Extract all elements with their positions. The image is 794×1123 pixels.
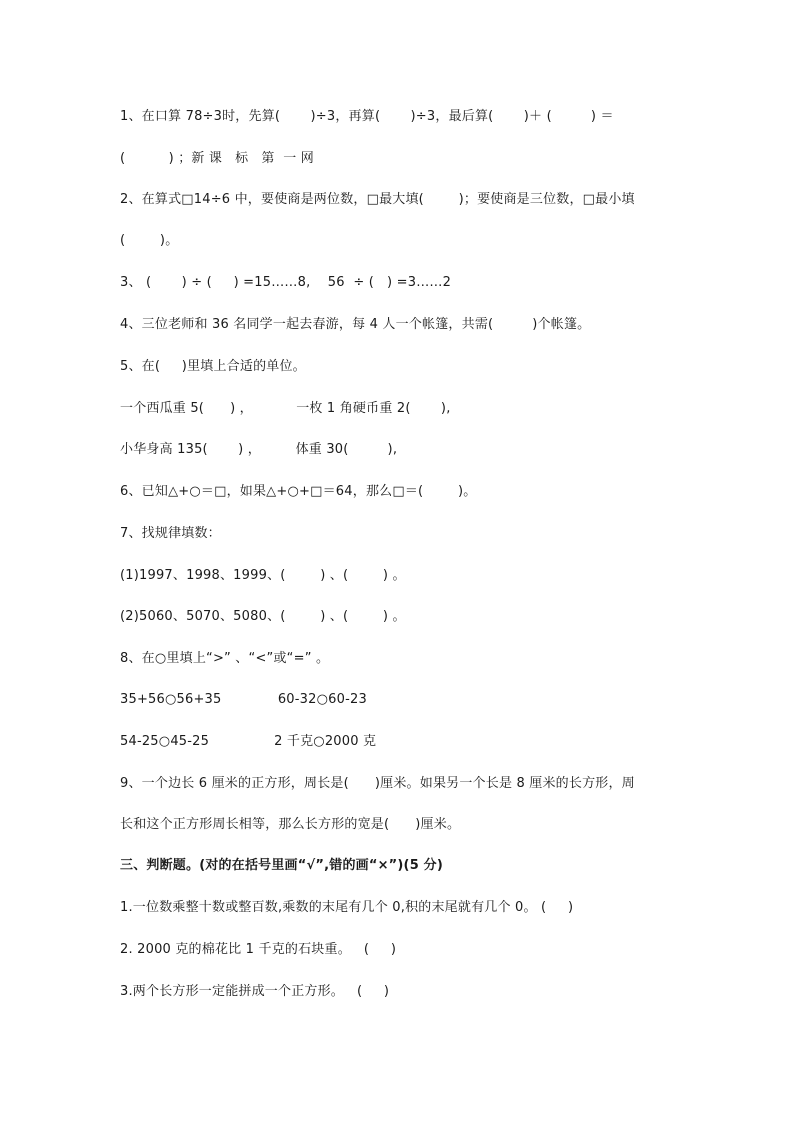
question-7-part-1: (1)1997、1998、1999、( ) 、( ) 。 (120, 568, 406, 583)
question-8-title: 8、在○里填上“>” 、“<”或“=” 。 (120, 651, 330, 666)
question-2-line-1: 2、在算式□14÷6 中，要使商是两位数，□最大填( )；要使商是三位数，□最小填 (120, 192, 635, 207)
question-8-row-1: 35+56○56+35 60-32○60-23 (120, 692, 367, 707)
question-2-line-2: ( )。 (120, 233, 179, 248)
question-4: 4、三位老师和 36 名同学一起去春游，每 4 人一个帐篷，共需( )个帐篷。 (120, 317, 591, 332)
judge-item-1: 1.一位数乘整十数或整百数,乘数的末尾有几个 0,积的末尾就有几个 0。 ( ) (120, 900, 574, 915)
question-1-line-1: 1、在口算 78÷3时，先算( )÷3，再算( )÷3，最后算( )＋ ( ) ＝ (120, 109, 614, 124)
judge-item-2: 2. 2000 克的棉花比 1 千克的石块重。 ( ) (120, 942, 397, 957)
question-5-row-2: 小华身高 135( ) ， 体重 30( ), (120, 442, 398, 457)
question-9-line-1: 9、一个边长 6 厘米的正方形，周长是( )厘米。如果另一个长是 8 厘米的长方形，周 (120, 776, 635, 791)
section-3-heading: 三、判断题。(对的在括号里画“√”,错的画“×”)(5 分) (120, 858, 444, 873)
question-6: 6、已知△+○＝□，如果△+○+□＝64，那么□＝( )。 (120, 484, 477, 499)
question-1-line-2: ( ) ；新 课 标 第 一 网 (120, 151, 314, 166)
question-5-row-1: 一个西瓜重 5( ) ， 一枚 1 角硬币重 2( ), (120, 401, 451, 416)
question-8-row-2: 54-25○45-25 2 千克○2000 克 (120, 734, 377, 749)
judge-item-3: 3.两个长方形一定能拼成一个正方形。 ( ) (120, 984, 390, 999)
question-3: 3、 ( ) ÷ ( ) =15……8, 56 ÷ ( ) =3……2 (120, 275, 452, 290)
question-7-title: 7、找规律填数： (120, 526, 221, 541)
question-9-line-2: 长和这个正方形周长相等，那么长方形的宽是( )厘米。 (120, 817, 461, 832)
question-7-part-2: (2)5060、5070、5080、( ) 、( ) 。 (120, 609, 406, 624)
question-5-title: 5、在( )里填上合适的单位。 (120, 359, 306, 374)
